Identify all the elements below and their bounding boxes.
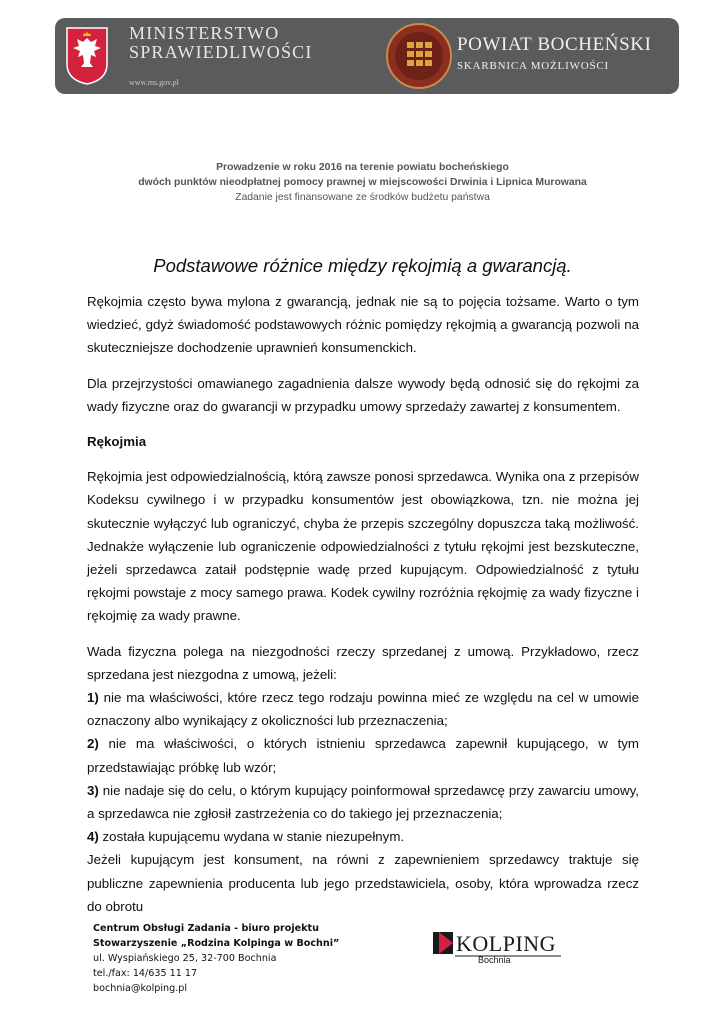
- footer-line1: Centrum Obsługi Zadania - biuro projektu: [93, 923, 319, 934]
- document-title: Podstawowe różnice między rękojmią a gwarancją.: [153, 255, 572, 276]
- list-item: [87, 686, 639, 732]
- kolping-logo-sub: Bochnia: [478, 955, 511, 965]
- list-item: [87, 825, 639, 848]
- paragraph-5: Jeżeli kupującym jest konsument, na równi z zapewnieniem sprzedawcy traktuje się publiczne zapewnienia producenta lub jego przedstawiciela, osoby, która wprowadza rzecz do obrotu: [87, 852, 639, 914]
- list-item: [87, 779, 639, 825]
- powiat-name: [457, 34, 652, 72]
- intro-line1: Prowadzenie w roku 2016 na terenie powiatu bocheńskiego: [216, 162, 509, 173]
- powiat-coat-of-arms-icon: [385, 22, 453, 90]
- footer-address: ul. Wyspiańskiego 25, 32-700 Bochnia: [93, 953, 277, 964]
- list-item-text: nie ma właściwości, które rzecz tego rodzaju powinna mieć ze względu na cel w umowie oznaczony albo wynikający z okoliczności lub przeznaczenia;: [87, 690, 639, 729]
- document-body: [87, 290, 639, 918]
- list-item-number: 4): [87, 829, 99, 845]
- section-heading-rekojmia: Rękojmia: [87, 434, 147, 450]
- list-item-number: 3): [87, 782, 99, 798]
- list-item-number: 2): [87, 736, 99, 752]
- project-intro: [0, 160, 725, 205]
- list-item-text: została kupującemu wydana w stanie niezupełnym.: [102, 829, 405, 845]
- ministry-url[interactable]: www.ms.gov.pl: [129, 78, 179, 87]
- paragraph-3: Rękojmia jest odpowiedzialnością, którą zawsze ponosi sprzedawca. Wynika ona z przepisów Kodeksu cywilnego i w przypadku konsumentów jest obowiązkowa, tzn. nie można jej skutecznie wyłączyć lub ograniczyć, chyba że przepis szczególny dopuszcza taką możliwość. Jednakże wyłączenie lub ograniczenie odpowiedzialności z tytułu rękojmi jest bezskuteczne, jeżeli sprzedawca zataił podstępnie wadę przed kupującym. Odpowiedzialność z tytułu rękojmi powstaje z mocy samego prawa. Kodek cywilny rozróżnia rękojmię za wady fizyczne i rękojmię za wady prawne.: [87, 469, 639, 624]
- powiat-line2: SKARBNICA MOŻLIWOŚCI: [457, 60, 609, 72]
- powiat-line1: POWIAT BOCHEŃSKI: [457, 34, 652, 55]
- ministry-line2: SPRAWIEDLIWOŚCI: [129, 42, 313, 62]
- footer-line2: Stowarzyszenie „Rodzina Kolpinga w Bochni”: [93, 938, 340, 949]
- paragraph-1: Rękojmia często bywa mylona z gwarancją, jednak nie są to pojęcia tożsame. Warto o tym wiedzieć, gdyż świadomość podstawowych różnic pomiędzy rękojmią a gwarancją pozwoli na skuteczniejsze dochodzenie uprawnień konsumenckich.: [87, 294, 639, 356]
- ministry-name: [129, 24, 313, 62]
- polish-eagle-emblem-icon: [65, 26, 109, 86]
- list-item-number: 1): [87, 690, 99, 706]
- list-item: [87, 732, 639, 778]
- paragraph-4: Wada fizyczna polega na niezgodności rzeczy sprzedanej z umową. Przykładowo, rzecz sprzedana jest niezgodna z umową, jeżeli:: [87, 643, 639, 682]
- intro-line3: Zadanie jest finansowane ze środków budżetu państwa: [235, 192, 490, 203]
- footer-phone: tel./fax: 14/635 11 17: [93, 968, 198, 979]
- footer-email[interactable]: bochnia@kolping.pl: [93, 983, 188, 994]
- intro-line2: dwóch punktów nieodpłatnej pomocy prawnej w miejscowości Drwinia i Lipnica Murowana: [138, 177, 587, 188]
- kolping-logo-word: KOLPING: [456, 931, 557, 956]
- list-item-text: nie nadaje się do celu, o którym kupujący poinformował sprzedawcę przy zawarciu umowy, a sprzedawca nie zgłosił zastrzeżenia co do takiego jej przeznaczenia;: [87, 782, 640, 822]
- footer-contact: [93, 921, 339, 996]
- header-banner: [55, 18, 679, 94]
- list-item-text: nie ma właściwości, o których istnieniu sprzedawca zapewnił kupującego, w tym przedstawiając próbkę lub wzór;: [87, 736, 639, 775]
- ministry-line1: MINISTERSTWO: [129, 23, 280, 43]
- paragraph-2: Dla przejrzystości omawianego zagadnienia dalsze wywody będą odnosić się do rękojmi za wady fizyczne oraz do gwarancji w przypadku umowy sprzedaży zawartej z konsumentem.: [87, 375, 639, 414]
